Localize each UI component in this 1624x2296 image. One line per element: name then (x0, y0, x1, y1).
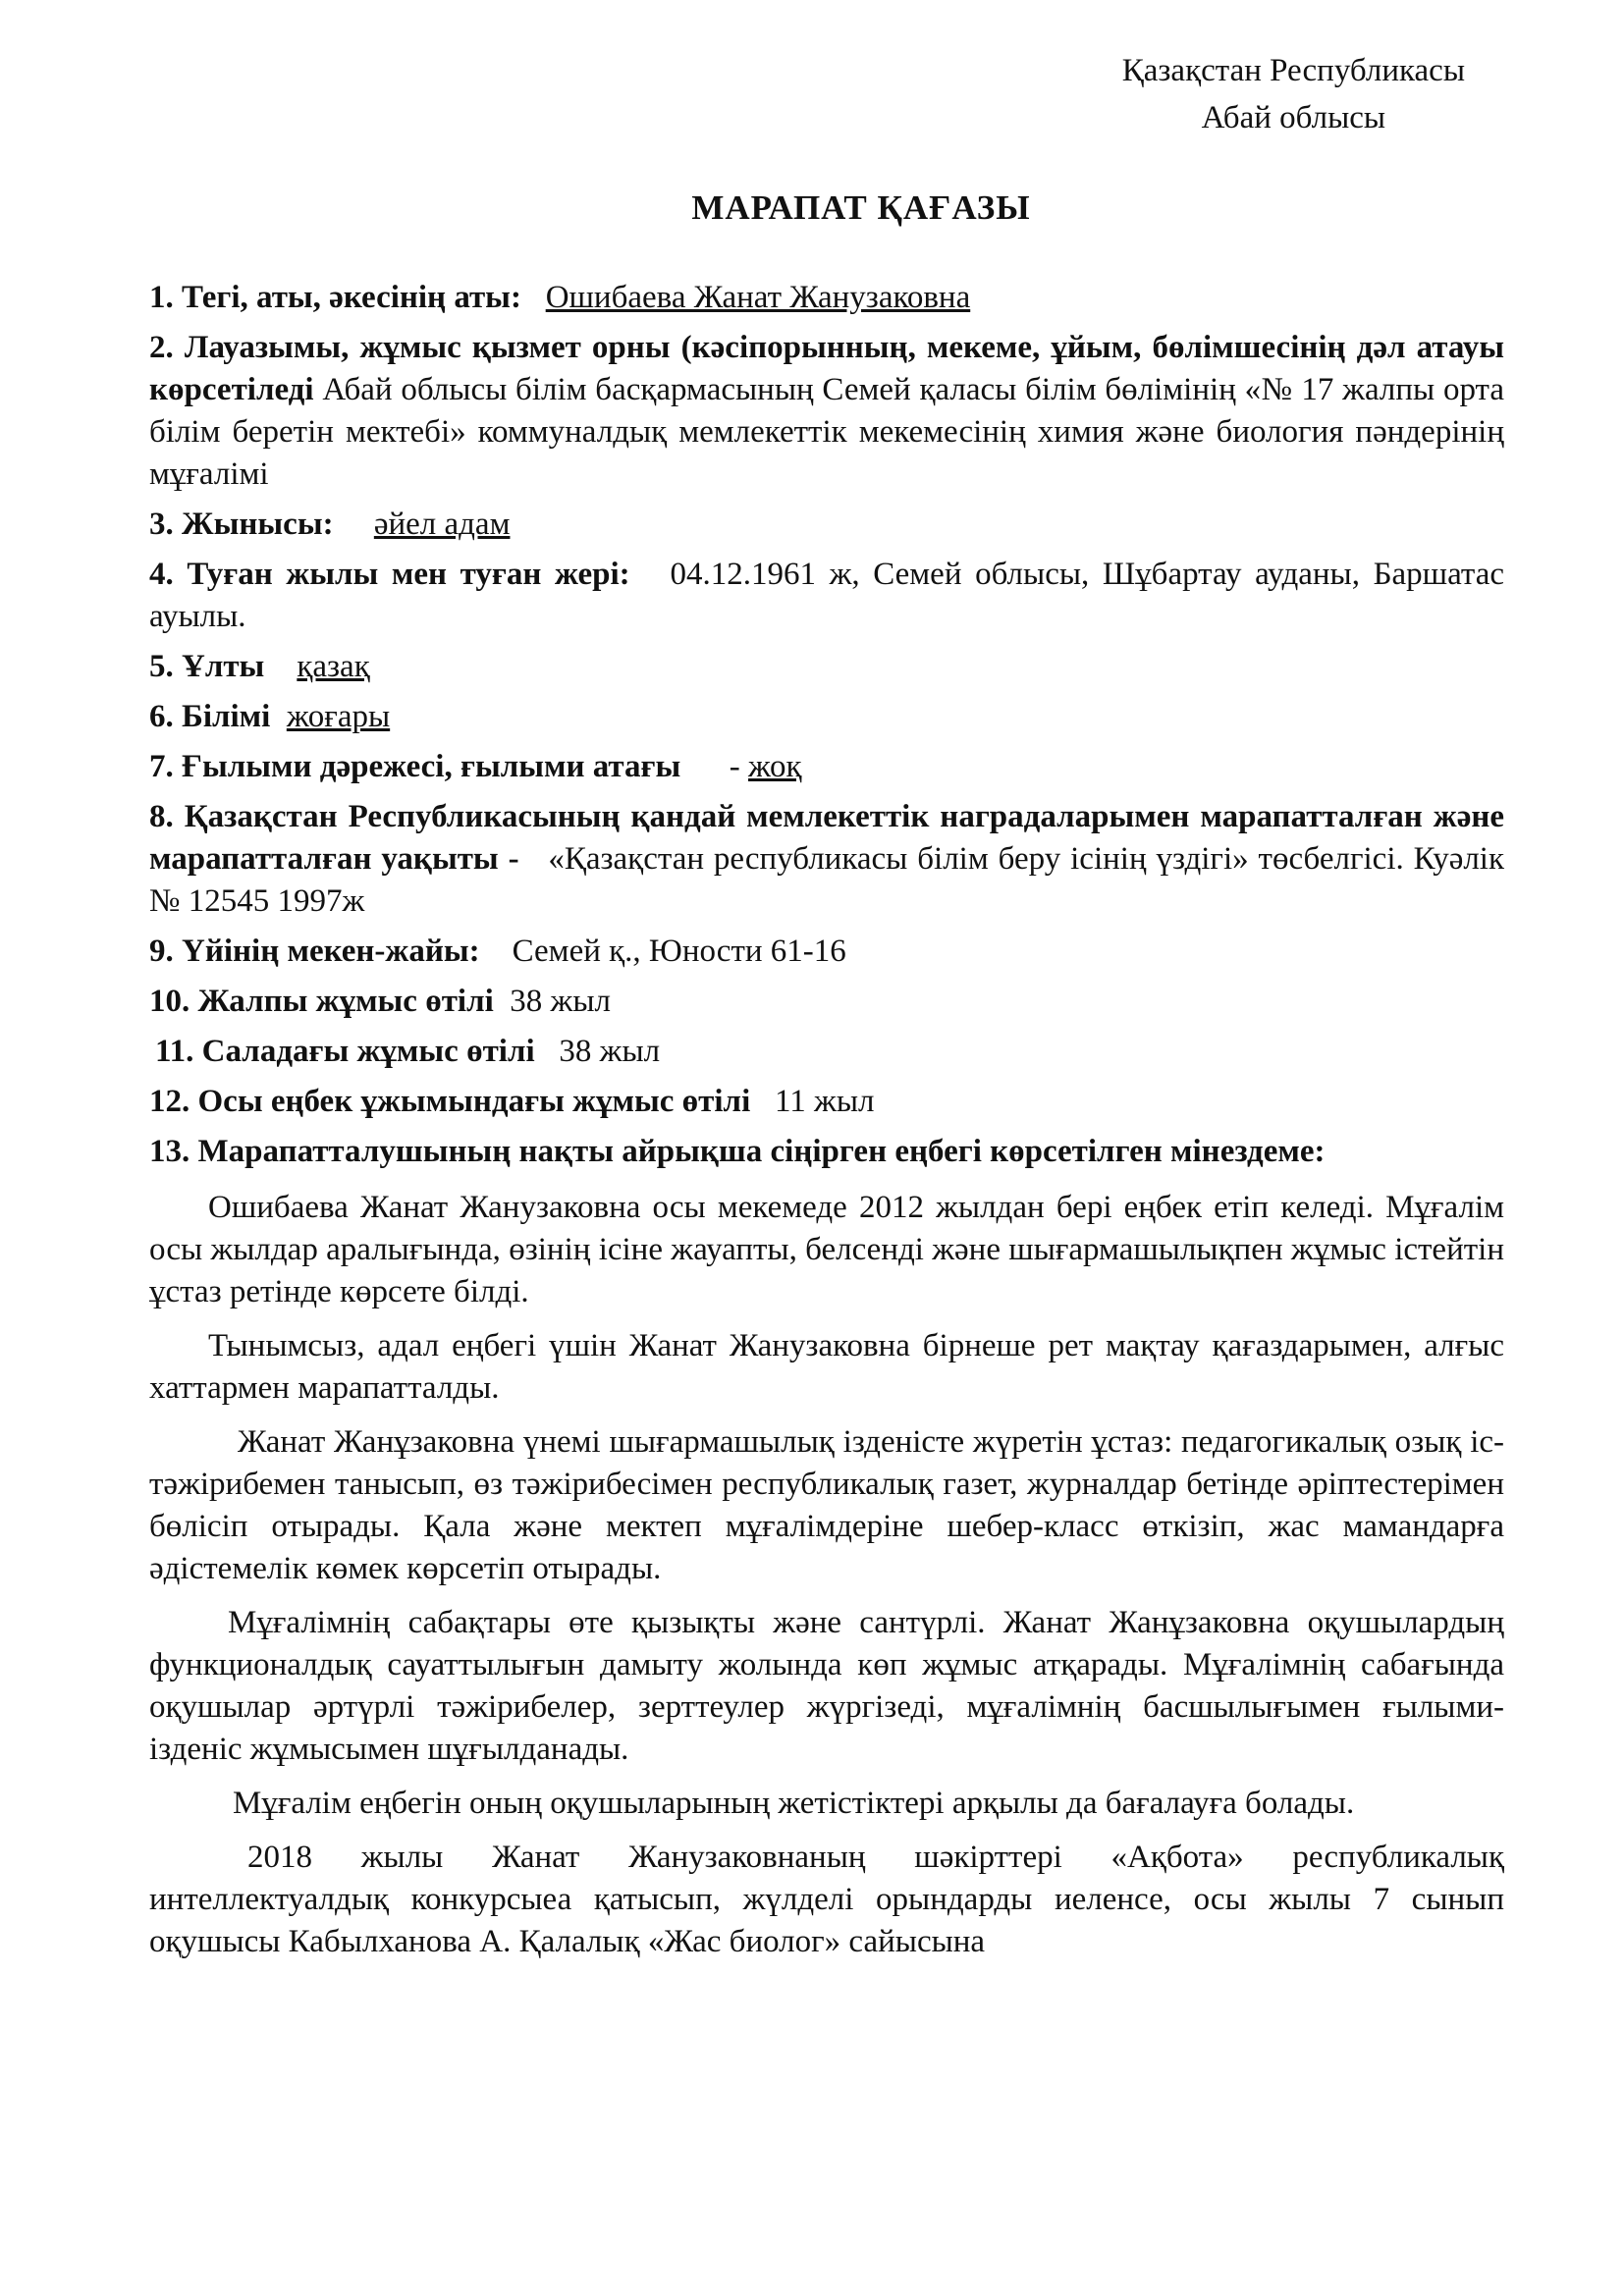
field-1-value: Ошибаева Жанат Жанузаковна (545, 280, 971, 315)
field-6-label: 6. Білімі (149, 699, 271, 734)
field-10 (149, 981, 1504, 1023)
field-11-value: 38 жыл (559, 1034, 661, 1069)
field-7-value: жоқ (748, 749, 802, 784)
field-8-label: 8. Қазақстан Республикасының қандай мемлекеттік наградаларымен марапатталған және марапатталған уақыты - (149, 799, 1504, 877)
field-10-label: 10. Жалпы жұмыс өтілі (149, 984, 494, 1019)
field-9 (149, 931, 1504, 973)
document-title: МАРАПАТ ҚАҒАЗЫ (691, 188, 1031, 227)
field-1 (149, 277, 1504, 319)
field-12 (149, 1081, 1504, 1123)
field-13 (149, 1131, 1504, 1173)
header-region: Абай облысы (1201, 100, 1386, 135)
field-11-label: 11. Саладағы жұмыс өтілі (155, 1034, 535, 1069)
field-2-value: Абай облысы білім басқармасының Семей қаласы білім бөлімінің «№ 17 жалпы орта білім беретін мектебі» коммуналдық мемлекеттік мекемесінің химия және биология пәндерінің мұғалімі (149, 372, 1505, 492)
document-body (149, 277, 1504, 1975)
header-country: Қазақстан Республикасы (1121, 53, 1465, 88)
document-header (1122, 47, 1465, 141)
field-10-value: 38 жыл (510, 984, 611, 1019)
field-9-label: 9. Үйінің мекен-жайы: (149, 934, 480, 969)
description-paragraph: Тынымсыз, адал еңбегі үшін Жанат Жанузаковна бірнеше рет мақтау қағаздарымен, алғыс хаттармен марапатталды. (149, 1328, 1504, 1406)
field-2 (149, 327, 1504, 496)
field-13-label: 13. Марапатталушының нақты айрықша сіңірген еңбегі көрсетілген мінездеме: (149, 1134, 1326, 1169)
field-1-label: 1. Тегі, аты, әкесінің аты: (149, 280, 521, 315)
description-paragraph: 2018 жылы Жанат Жанузаковнаның шәкірттері «Ақбота» республикалық интеллектуалдық конкурсыеа қатысып, жүлделі орындарды иеленсе, осы жылы 7 сынып оқушысы Кабылханова А. Қалалық «Жас биолог» сайысына (149, 1840, 1504, 1959)
field-4-value: 04.12.1961 ж, Семей облысы, Шұбартау ауданы, Баршатас ауылы. (149, 557, 1504, 634)
field-5 (149, 646, 1504, 688)
field-3-value: әйел адам (373, 507, 511, 542)
field-4 (149, 554, 1504, 638)
field-2-label: 2. Лауазымы, жұмыс қызмет орны (кәсіпорынның, мекеме, ұйым, бөлімшесінің дәл атауы көрсетіледі (149, 330, 1504, 407)
field-9-value: Семей қ., Юности 61-16 (512, 934, 846, 969)
field-6 (149, 696, 1504, 738)
field-5-value: қазақ (297, 649, 370, 684)
field-4-label: 4. Туған жылы мен туған жері: (149, 557, 630, 592)
field-7 (149, 746, 1504, 788)
description-paragraph: Мұғалімнің сабақтары өте қызықты және сантүрлі. Жанат Жанұзаковна оқушылардың функционалдық сауаттылығын дамыту жолында көп жұмыс атқарады. Мұғалімнің сабағында оқушылар әртүрлі тәжірибелер, зерттеулер жүргізеді, мұғалімнің басшылығымен ғылыми- ізденіс жұмысымен шұғылданады. (149, 1605, 1504, 1767)
field-7-dash: - (729, 749, 740, 784)
field-12-label: 12. Осы еңбек ұжымындағы жұмыс өтілі (149, 1084, 751, 1119)
description-paragraph: Ошибаева Жанат Жанузаковна осы мекемеде 2012 жылдан бері еңбек етіп келеді. Мұғалім осы жылдар аралығында, өзінің ісіне жауапты, белсенді және шығармашылықпен жұмыс істейтін ұстаз ретінде көрсете білді. (149, 1190, 1504, 1309)
field-6-value: жоғары (286, 699, 391, 734)
field-8-value: «Қазақстан республикасы білім беру ісінің үздігі» төсбелгісі. Куәлік № 12545 1997ж (149, 841, 1505, 919)
description-paragraph: Мұғалім еңбегін оның оқушыларының жетістіктері арқылы да бағалауға болады. (233, 1786, 1355, 1821)
description-paragraph: Жанат Жанұзаковна үнемі шығармашылық ізденісте жүретін ұстаз: педагогикалық озық іс- тәжірибемен танысып, өз тәжірибесімен республикалық газет, журналдар бетінде әріптестерімен бөлісіп отырады. Қала және мектеп мұғалімдеріне шебер-класс өткізіп, жас мамандарға әдістемелік көмек көрсетіп отырады. (149, 1424, 1504, 1586)
field-12-value: 11 жыл (775, 1084, 875, 1119)
field-3 (149, 504, 1504, 546)
field-5-label: 5. Ұлты (149, 649, 265, 684)
field-3-label: 3. Жынысы: (149, 507, 334, 542)
field-7-label: 7. Ғылыми дәрежесі, ғылыми атағы (149, 749, 681, 784)
field-11 (149, 1031, 1504, 1073)
field-8 (149, 796, 1504, 923)
